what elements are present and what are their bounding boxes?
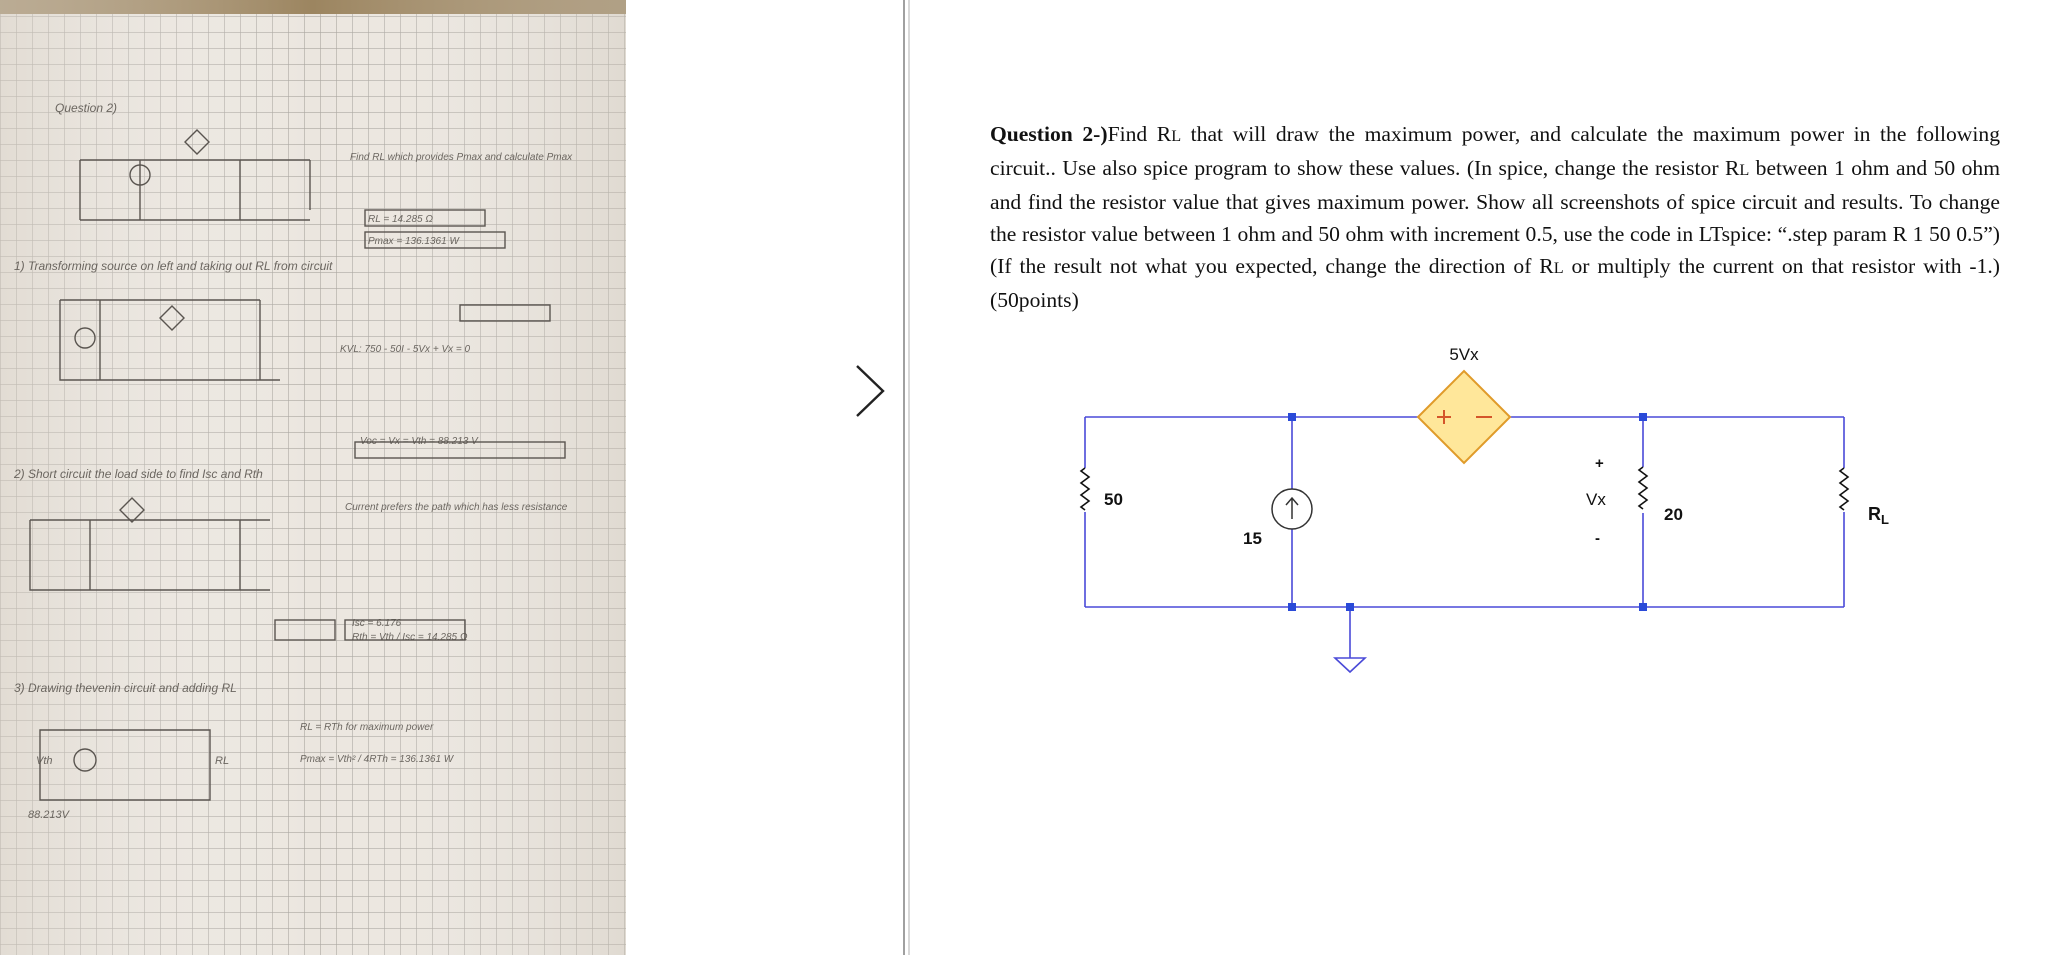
- label-dependent-source: 5Vx: [1449, 345, 1479, 364]
- hw-rl-2: RL: [215, 755, 230, 767]
- hw-vth-value: 88.213V: [28, 809, 69, 821]
- circuit-schematic: [1000, 320, 1940, 700]
- question-sub-3: L: [1553, 259, 1564, 277]
- hw-kvl: KVL: 750 - 50I - 5Vx + Vx = 0: [340, 344, 471, 355]
- handwritten-solution-photo: [0, 0, 626, 955]
- hw-step-2: 2) Short circuit the load side to find Isc and Rth: [14, 467, 263, 481]
- hw-current-note: Current prefers the path which has less resistance: [345, 502, 568, 513]
- question-part-1: Find R: [1107, 122, 1172, 146]
- question-heading: Question 2-): [990, 122, 1108, 146]
- hw-pmax-formula: Pmax = Vth² / 4RTh = 136.1361 W: [300, 754, 454, 765]
- hw-voc: Voc = Vx = Vth = 88.213 V: [360, 436, 478, 447]
- chevron-right-icon[interactable]: [853, 362, 887, 420]
- question-part-3: between 1 ohm and 50 ohm and find the resistor value that gives maximum power. Show all screenshots of spice circuit and results. To change the resistor value between 1 ohm and 50 ohm with increment 0.5, use the code in LTspice: “.step param R 1 50 0.5”) (If the result not what you expected, change the direction of R: [990, 156, 2000, 278]
- hw-isc: Isc = 6.176: [352, 618, 402, 629]
- hw-vth: Vth: [36, 755, 53, 767]
- hw-find: Find RL which provides Pmax and calculate Pmax: [350, 152, 573, 163]
- handwritten-notes-image: [0, 0, 626, 955]
- question-part-4: or multiply the current on that resistor with -1.) (50points): [990, 254, 2000, 312]
- question-sub-1: L: [1171, 127, 1182, 145]
- label-resistor-50: 50: [1104, 490, 1123, 509]
- panel-divider-left: [903, 0, 905, 955]
- label-vx-minus: -: [1595, 530, 1600, 547]
- ground-icon: [1335, 658, 1365, 672]
- label-current-source-15: 15: [1243, 529, 1262, 548]
- resistor-50-icon: [1081, 468, 1089, 510]
- label-resistor-rl: $R_L$: [1868, 504, 1889, 527]
- hw-pmax: Pmax = 136.1361 W: [368, 236, 459, 247]
- hw-rth: Rth = Vth / Isc = 14.285 Ω: [352, 632, 468, 643]
- hw-rl-eq: RL = RTh for maximum power: [300, 722, 434, 733]
- label-vx: Vx: [1586, 490, 1606, 509]
- question-part-2: that will draw the maximum power, and calculate the maximum power in the following circuit.. Use also spice program to show these values. (In spice, change the resistor R: [990, 122, 2000, 180]
- label-resistor-20: 20: [1664, 505, 1683, 524]
- hw-rl: RL = 14.285 Ω: [368, 214, 433, 225]
- label-vx-plus: +: [1595, 455, 1604, 472]
- resistor-rl-icon: [1840, 468, 1848, 510]
- question-text: [990, 118, 2000, 316]
- hw-step-1: 1) Transforming source on left and taking out RL from circuit: [14, 259, 333, 273]
- panel-divider-right: [908, 0, 910, 955]
- question-sub-2: L: [1739, 161, 1750, 179]
- resistor-20-icon: [1639, 467, 1647, 509]
- hw-step-3: 3) Drawing thevenin circuit and adding RL: [14, 681, 237, 695]
- dependent-voltage-source-icon: [1418, 371, 1510, 463]
- current-source-icon: [1272, 489, 1312, 529]
- hw-header: Question 2): [55, 101, 118, 115]
